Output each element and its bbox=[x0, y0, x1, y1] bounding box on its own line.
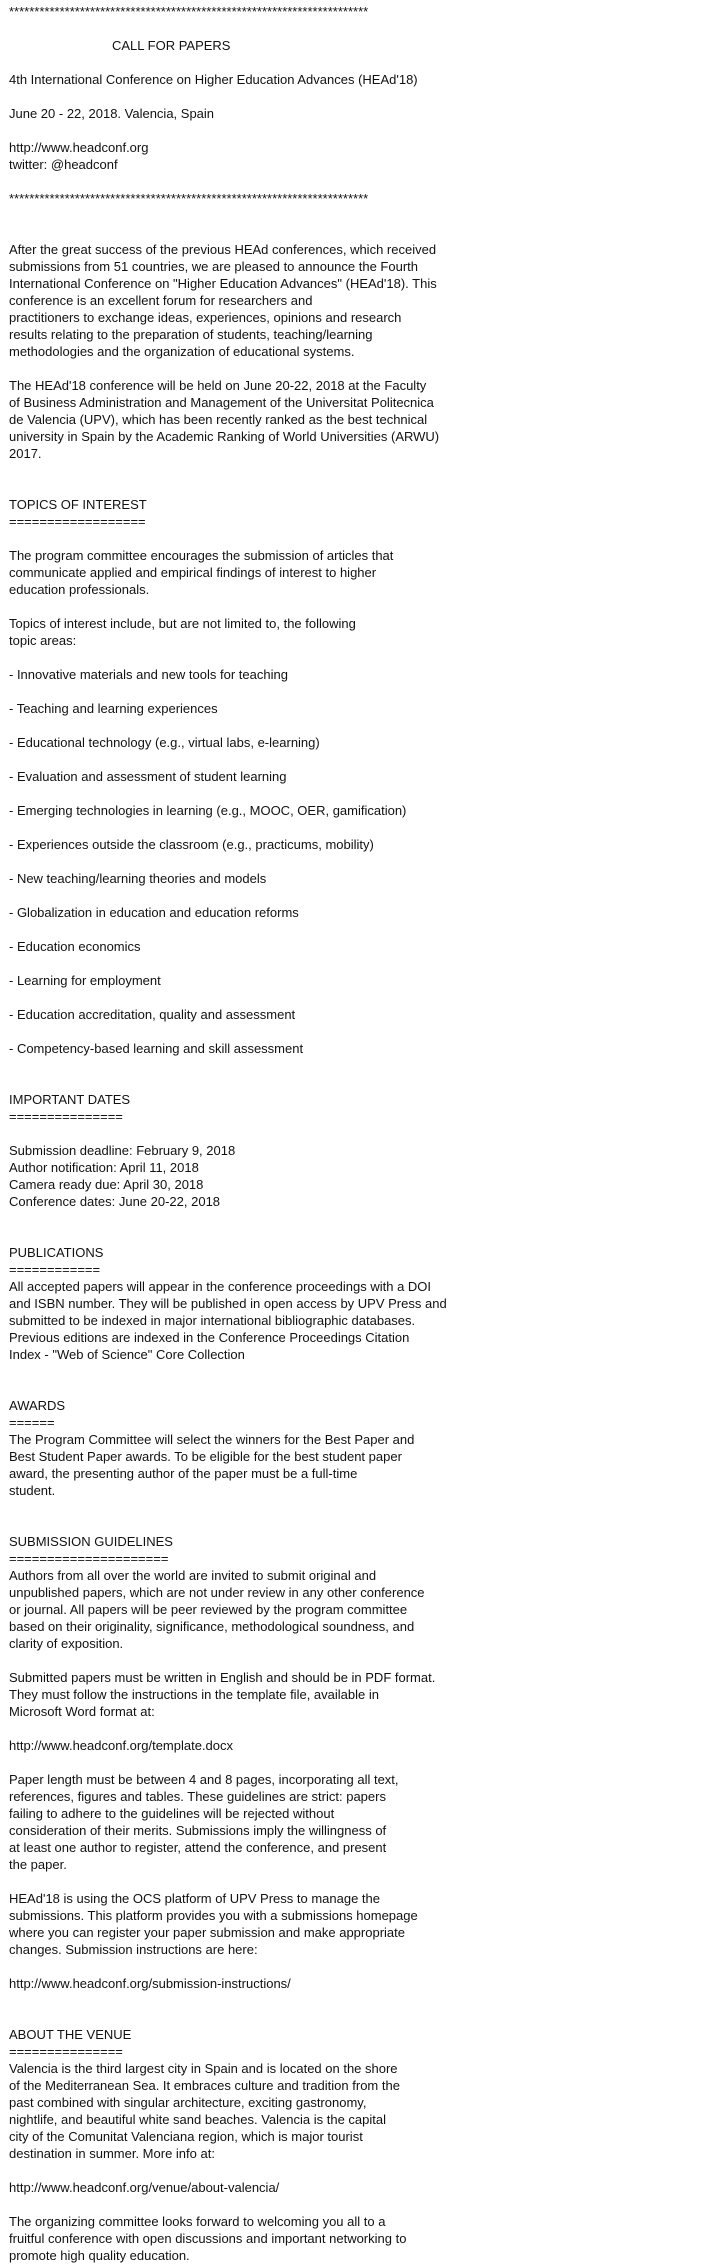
text-line: Paper length must be between 4 and 8 pages, incorporating all text, bbox=[9, 1772, 399, 1787]
blank-line bbox=[9, 20, 714, 37]
heading-underline: ===================== bbox=[9, 1551, 169, 1566]
text-line: and ISBN number. They will be published in open access by UPV Press and bbox=[9, 1296, 447, 1311]
section-heading: CALL FOR PAPERS bbox=[112, 38, 231, 53]
text-line: topic areas: bbox=[9, 633, 77, 648]
blank-line bbox=[9, 1499, 714, 1516]
text-line: where you can register your paper submission and make appropriate bbox=[9, 1925, 405, 1940]
text-line: Camera ready due: April 30, 2018 bbox=[9, 1177, 204, 1192]
blank-line bbox=[9, 1754, 714, 1771]
text-line: education professionals. bbox=[9, 582, 150, 597]
text-line: Authors from all over the world are invited to submit original and bbox=[9, 1568, 377, 1583]
url-line: http://www.headconf.org bbox=[9, 140, 149, 155]
text-line: June 20 - 22, 2018. Valencia, Spain bbox=[9, 106, 215, 121]
blank-line bbox=[9, 2196, 714, 2213]
topic-item: - Teaching and learning experiences bbox=[9, 701, 218, 716]
blank-line bbox=[9, 955, 714, 972]
topic-item: - Evaluation and assessment of student learning bbox=[9, 769, 287, 784]
text-line: Index - "Web of Science" Core Collection bbox=[9, 1347, 245, 1362]
text-line: at least one author to register, attend the conference, and present bbox=[9, 1840, 387, 1855]
section-heading: SUBMISSION GUIDELINES bbox=[9, 1534, 173, 1549]
text-line: Best Student Paper awards. To be eligible for the best student paper bbox=[9, 1449, 402, 1464]
heading-underline: ============ bbox=[9, 1262, 101, 1277]
blank-line bbox=[9, 649, 714, 666]
text-line: The Program Committee will select the winners for the Best Paper and bbox=[9, 1432, 415, 1447]
blank-line bbox=[9, 479, 714, 496]
text-line: methodologies and the organization of educational systems. bbox=[9, 344, 355, 359]
topic-item: - Education accreditation, quality and assessment bbox=[9, 1007, 296, 1022]
text-line: based on their originality, significance, methodological soundness, and bbox=[9, 1619, 415, 1634]
topic-item: - Emerging technologies in learning (e.g., MOOC, OER, gamification) bbox=[9, 803, 407, 818]
text-line: results relating to the preparation of students, teaching/learning bbox=[9, 327, 373, 342]
topic-item: - Learning for employment bbox=[9, 973, 161, 988]
text-line: changes. Submission instructions are here: bbox=[9, 1942, 258, 1957]
text-line: of Business Administration and Management of the Universitat Politecnica bbox=[9, 395, 434, 410]
blank-line bbox=[9, 2009, 714, 2026]
text-line: Microsoft Word format at: bbox=[9, 1704, 155, 1719]
heading-underline: ====== bbox=[9, 1415, 55, 1430]
text-line: HEAd'18 is using the OCS platform of UPV Press to manage the bbox=[9, 1891, 380, 1906]
blank-line bbox=[9, 1363, 714, 1380]
text-line: of the Mediterranean Sea. It embraces culture and tradition from the bbox=[9, 2078, 400, 2093]
blank-line bbox=[9, 598, 714, 615]
text-line: Conference dates: June 20-22, 2018 bbox=[9, 1194, 221, 1209]
url-line: http://www.headconf.org/submission-instructions/ bbox=[9, 1976, 291, 1991]
text-line: communicate applied and empirical findings of interest to higher bbox=[9, 565, 377, 580]
text-line: unpublished papers, which are not under review in any other conference bbox=[9, 1585, 425, 1600]
blank-line bbox=[9, 1227, 714, 1244]
text-line: conference is an excellent forum for researchers and bbox=[9, 293, 313, 308]
blank-line bbox=[9, 921, 714, 938]
blank-line bbox=[9, 88, 714, 105]
call-for-papers-document bbox=[9, 3, 714, 2264]
text-line: de Valencia (UPV), which has been recently ranked as the best technical bbox=[9, 412, 428, 427]
text-line: submissions from 51 countries, we are pleased to announce the Fourth bbox=[9, 259, 419, 274]
blank-line bbox=[9, 683, 714, 700]
blank-line bbox=[9, 1210, 714, 1227]
text-line: failing to adhere to the guidelines will be rejected without bbox=[9, 1806, 335, 1821]
blank-line bbox=[9, 1652, 714, 1669]
blank-line bbox=[9, 1023, 714, 1040]
text-line: All accepted papers will appear in the conference proceedings with a DOI bbox=[9, 1279, 432, 1294]
blank-line bbox=[9, 1125, 714, 1142]
blank-line bbox=[9, 462, 714, 479]
text-line: The organizing committee looks forward to welcoming you all to a bbox=[9, 2214, 386, 2229]
blank-line bbox=[9, 54, 714, 71]
text-line: clarity of exposition. bbox=[9, 1636, 124, 1651]
blank-line bbox=[9, 819, 714, 836]
blank-line bbox=[9, 1074, 714, 1091]
blank-line bbox=[9, 530, 714, 547]
blank-line bbox=[9, 122, 714, 139]
section-heading: IMPORTANT DATES bbox=[9, 1092, 131, 1107]
text-line: Submission deadline: February 9, 2018 bbox=[9, 1143, 236, 1158]
blank-line bbox=[9, 717, 714, 734]
blank-line bbox=[9, 1873, 714, 1890]
text-line: references, figures and tables. These guidelines are strict: papers bbox=[9, 1789, 386, 1804]
text-line: International Conference on "Higher Education Advances" (HEAd'18). This bbox=[9, 276, 437, 291]
blank-line bbox=[9, 173, 714, 190]
text-line: Author notification: April 11, 2018 bbox=[9, 1160, 199, 1175]
url-line: http://www.headconf.org/venue/about-valencia/ bbox=[9, 2180, 280, 2195]
text-line: Topics of interest include, but are not limited to, the following bbox=[9, 616, 356, 631]
text-line: After the great success of the previous HEAd conferences, which received bbox=[9, 242, 437, 257]
blank-line bbox=[9, 785, 714, 802]
text-line: consideration of their merits. Submissions imply the willingness of bbox=[9, 1823, 387, 1838]
text-line: destination in summer. More info at: bbox=[9, 2146, 215, 2161]
separator-line: *********************************************************************** bbox=[9, 4, 369, 19]
blank-line bbox=[9, 207, 714, 224]
text-line: submitted to be indexed in major international bibliographic databases. bbox=[9, 1313, 416, 1328]
text-line: city of the Comunitat Valenciana region, which is major tourist bbox=[9, 2129, 363, 2144]
text-line: promote high quality education. bbox=[9, 2248, 190, 2263]
blank-line bbox=[9, 853, 714, 870]
text-line: They must follow the instructions in the template file, available in bbox=[9, 1687, 379, 1702]
text-line: the paper. bbox=[9, 1857, 67, 1872]
topic-item: - Competency-based learning and skill assessment bbox=[9, 1041, 304, 1056]
text-line: or journal. All papers will be peer reviewed by the program committee bbox=[9, 1602, 408, 1617]
blank-line bbox=[9, 1516, 714, 1533]
text-line: student. bbox=[9, 1483, 56, 1498]
section-heading: ABOUT THE VENUE bbox=[9, 2027, 132, 2042]
text-line: Previous editions are indexed in the Conference Proceedings Citation bbox=[9, 1330, 410, 1345]
topic-item: - Innovative materials and new tools for teaching bbox=[9, 667, 288, 682]
heading-underline: =============== bbox=[9, 1109, 123, 1124]
separator-line: *********************************************************************** bbox=[9, 191, 369, 206]
blank-line bbox=[9, 887, 714, 904]
blank-line bbox=[9, 1992, 714, 2009]
blank-line bbox=[9, 1958, 714, 1975]
text-line: award, the presenting author of the paper must be a full-time bbox=[9, 1466, 358, 1481]
section-heading: AWARDS bbox=[9, 1398, 66, 1413]
blank-line bbox=[9, 751, 714, 768]
blank-line bbox=[9, 1380, 714, 1397]
text-line: nightlife, and beautiful white sand beaches. Valencia is the capital bbox=[9, 2112, 387, 2127]
topic-item: - New teaching/learning theories and models bbox=[9, 871, 267, 886]
blank-line bbox=[9, 1057, 714, 1074]
topic-item: - Educational technology (e.g., virtual labs, e-learning) bbox=[9, 735, 320, 750]
text-line: submissions. This platform provides you with a submissions homepage bbox=[9, 1908, 418, 1923]
text-line: fruitful conference with open discussions and important networking to bbox=[9, 2231, 407, 2246]
text-line: practitioners to exchange ideas, experiences, opinions and research bbox=[9, 310, 402, 325]
section-heading: PUBLICATIONS bbox=[9, 1245, 104, 1260]
text-line: Submitted papers must be written in English and should be in PDF format. bbox=[9, 1670, 436, 1685]
blank-line bbox=[9, 360, 714, 377]
text-line: The program committee encourages the submission of articles that bbox=[9, 548, 394, 563]
heading-underline: =============== bbox=[9, 2044, 123, 2059]
text-line: twitter: @headconf bbox=[9, 157, 118, 172]
blank-line bbox=[9, 1720, 714, 1737]
heading-underline: ================== bbox=[9, 514, 146, 529]
topic-item: - Globalization in education and education reforms bbox=[9, 905, 299, 920]
text-line: university in Spain by the Academic Ranking of World Universities (ARWU) bbox=[9, 429, 440, 444]
text-line: 4th International Conference on Higher Education Advances (HEAd'18) bbox=[9, 72, 418, 87]
text-line: Valencia is the third largest city in Spain and is located on the shore bbox=[9, 2061, 398, 2076]
blank-line bbox=[9, 2162, 714, 2179]
blank-line bbox=[9, 989, 714, 1006]
section-heading: TOPICS OF INTEREST bbox=[9, 497, 147, 512]
text-line: The HEAd'18 conference will be held on June 20-22, 2018 at the Faculty bbox=[9, 378, 427, 393]
text-line: past combined with singular architecture, exciting gastronomy, bbox=[9, 2095, 367, 2110]
text-line: 2017. bbox=[9, 446, 42, 461]
topic-item: - Experiences outside the classroom (e.g., practicums, mobility) bbox=[9, 837, 374, 852]
url-line: http://www.headconf.org/template.docx bbox=[9, 1738, 234, 1753]
topic-item: - Education economics bbox=[9, 939, 141, 954]
blank-line bbox=[9, 224, 714, 241]
